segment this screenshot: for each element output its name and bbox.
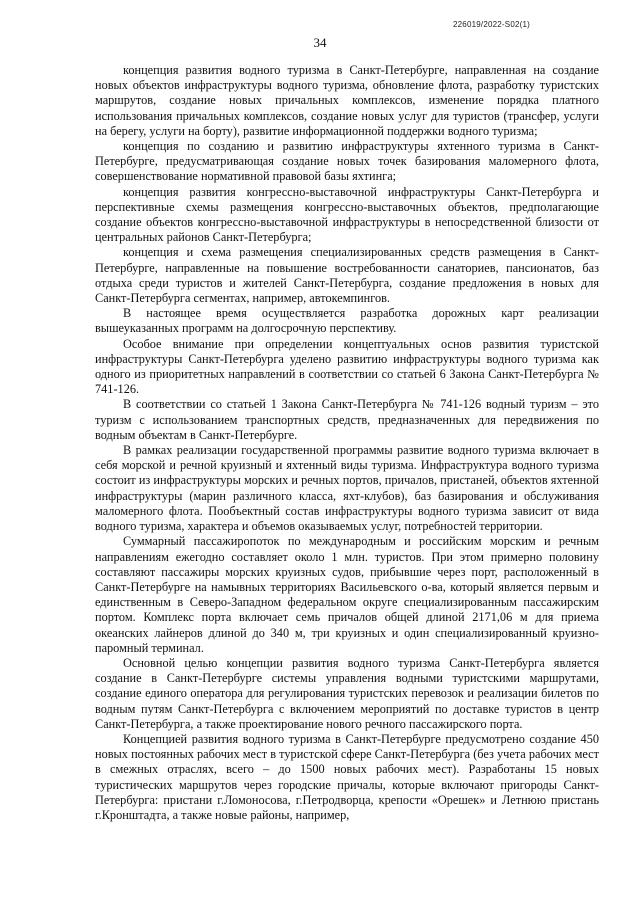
document-body bbox=[95, 63, 599, 823]
paragraph: Суммарный пассажиропоток по международным и российским морским и речным направлениям ежегодно составляет около 1 млн. туристов. При этом примерно половину составляют пассажиры морских круизных судов, прибывшие через порт, расположенный в Санкт-Петербурге на намывных территориях Васильевского о-ва, который является первым и единственным в Северо-Западном федеральном округе специализированным пассажирским портом. Комплекс порта включает семь причалов общей длиной 2171,06 м для приема океанских лайнеров длиной до 340 м, три круизных и один специализированный круизно-паромный терминал. bbox=[95, 534, 599, 655]
paragraph: концепция и схема размещения специализированных средств размещения в Санкт-Петербурге, направленные на повышение востребованности санаториев, пансионатов, баз отдыха среди туристов и жителей Санкт-Петербурга, создание предложения в новых для Санкт-Петербурга сегментах, например, автокемпингов. bbox=[95, 245, 599, 306]
paragraph: концепция развития водного туризма в Санкт-Петербурге, направленная на создание новых объектов инфраструктуры водного туризма, обновление флота, разработку туристских маршрутов, создание новых причальных комплексов, изменение порядка платного использования причальных комплексов, создание новых услуг для туристов (трансфер, услуги на берегу, услуги на борту), развитие информационной поддержки водного туризма; bbox=[95, 63, 599, 138]
paragraph: В соответствии со статьей 1 Закона Санкт-Петербурга № 741-126 водный туризм – это туризм с использованием транспортных средств, предназначенных для передвижения по водным объектам в Санкт-Петербурге. bbox=[95, 397, 599, 442]
document-id: 226019/2022-S02(1) bbox=[453, 20, 530, 29]
paragraph: Концепцией развития водного туризма в Санкт-Петербурге предусмотрено создание 450 новых постоянных рабочих мест в туристской сфере Санкт-Петербурга (без учета рабочих мест в смежных отраслях, всего – до 1500 новых рабочих мест). Разработаны 15 новых туристических маршрутов через городские причалы, которые включают пригороды Санкт-Петербурга: пристани г.Ломоносова, г.Петродворца, крепости «Орешек» и Летнюю пристань г.Кронштадта, а также новые районы, например, bbox=[95, 731, 599, 822]
paragraph: Основной целью концепции развития водного туризма Санкт-Петербурга является создание в Санкт-Петербурге системы управления водными туристскими маршрутами, создание единого оператора для регулирования туристских перевозок и реализации билетов по водным путям Санкт-Петербурга с включением мероприятий по доставке туристов в центр Санкт-Петербурга, а также проектирование нового речного пассажирского порта. bbox=[95, 655, 599, 731]
page-number: 34 bbox=[313, 35, 327, 50]
paragraph: концепция развития конгрессно-выставочной инфраструктуры Санкт-Петербурга и перспективные схемы размещения конгрессно-выставочных объектов, предполагающие создание объектов конгрессно-выставочной инфраструктуры в непосредственной близости от центральных районов Санкт-Петербурга; bbox=[95, 184, 599, 245]
paragraph: В рамках реализации государственной программы развитие водного туризма включает в себя морской и речной круизный и яхтенный виды туризма. Инфраструктура водного туризма состоит из инфраструктуры морских и речных портов, причалов, пристаней, объектов яхтенной инфраструктуры (марин различного класса, яхт-клубов), баз базирования и обслуживания маломерного флота. Пообъектный состав инфраструктуры водного туризма зависит от вида водного туризма, характера и объемов оказываемых услуг, потребностей территории. bbox=[95, 443, 599, 534]
paragraph: концепция по созданию и развитию инфраструктуры яхтенного туризма в Санкт-Петербурге, предусматривающая создание новых точек базирования маломерного флота, совершенствование нормативной правовой базы яхтинга; bbox=[95, 139, 599, 184]
paragraph: Особое внимание при определении концептуальных основ развития туристской инфраструктуры Санкт-Петербурга уделено развитию инфраструктуры водного туризма как одного из приоритетных направлений в соответствии со статьей 6 Закона Санкт-Петербурга № 741-126. bbox=[95, 336, 599, 397]
paragraph: В настоящее время осуществляется разработка дорожных карт реализации вышеуказанных программ на долгосрочную перспективу. bbox=[95, 306, 599, 336]
